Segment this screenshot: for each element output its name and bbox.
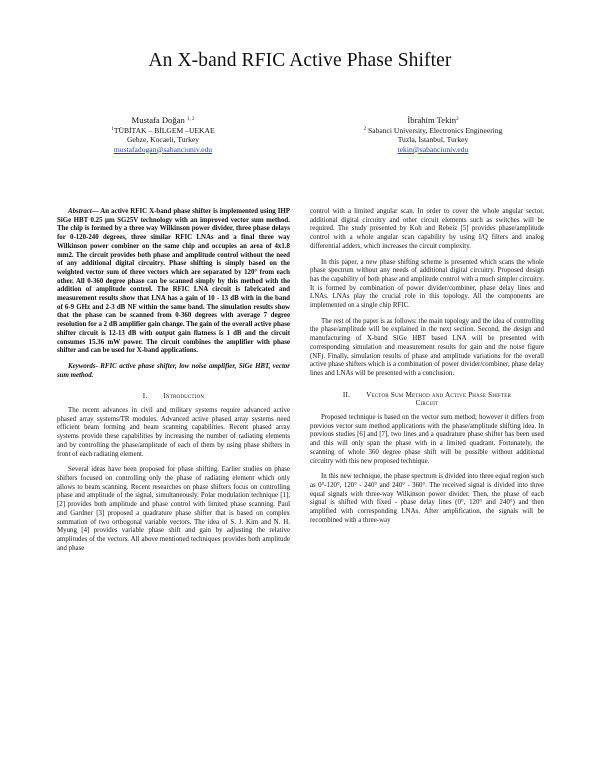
paragraph: The rest of the paper is as follows: the main topology and the idea of controlling the phase/amplitude will be explained in the next section. Second, the design and manufacturing of X-band SiGe HBT based LNA will be presented with corresponding simulation and measurement results for gain and the noise figure (NF). Finally, simulation results of phase and amplitude variations for the overall active phase shifters which is a combination of power divider/combiner, phase delay lines and LNAs will be presented with a conclusion.	[310, 317, 544, 377]
author-email-link[interactable]: tekin@sabanciuniv.edu	[397, 144, 469, 154]
paragraph: In this paper, a new phase shifting scheme is presented which scans the whole phase spectrum without any needs of additional digital circuitry. Proposed design has the capability of both phase and amplitude control with a much simpler circuitry. It is formed by combination of power divider/combiner, phase delay lines and LNAs. LNAs play the crucial role in this topology. All the components are implemented on a single chip RFIC.	[310, 258, 544, 310]
paper-title: An X-band RFIC Active Phase Shifter	[148, 50, 452, 71]
right-column	[310, 208, 544, 533]
author-location: Tuzla, İstanbul, Turkey	[397, 135, 469, 145]
author-affiliation: $^1$TÜBİTAK – BİLGEM –UEKAE	[111, 125, 215, 135]
author-affiliation: $^2$ Sabanci University, Electronics Engineering	[363, 125, 503, 135]
abstract	[57, 208, 290, 356]
author-email-link[interactable]: mustafadogan@sabanciuniv.edu	[113, 144, 213, 154]
author-name: İbrahim Tekin$^2$	[407, 115, 459, 125]
left-column	[57, 208, 290, 560]
paragraph: control with a limited angular scan. In order to cover the whole angular sector, additional digital circuitry and other circuit elements such as switches will be required. The study presented by Koh and Rebeiz [5] provides phase/amplitude control with a whole angular scan capability by using I/Q filters and analog differential adders, which increases the circuit complexity.	[310, 208, 544, 250]
author-name: Mustafa Doğan $^{1, 2}$	[131, 115, 195, 125]
author-block-2	[313, 116, 553, 154]
author-block-1	[43, 116, 283, 154]
abstract-label: Abstract—	[68, 208, 99, 215]
paragraph: The recent advances in civil and military systems require advanced active phased array systems/TR modules. Advanced active phased array systems need efficient beam forming and beam scanning capabilities. Recent phased array systems provide these capabilities by increasing the number of radiating elements and by controlling the phase/amplitude of each of them by using phase shifters in front of each radiating element.	[57, 407, 290, 458]
section-heading-introduction: I. Introduction	[142, 392, 205, 401]
paragraph: Proposed technique is based on the vector sum method; however it differs from previous vector sum method applications with the phase/amplitude shifting idea. In previous studies [6] and [7], two lines and a quadrature phase shifter has been used and this will only span the phase with in a limited quadrant. Fortunately, the scanning of whole 360 degree phase shift will be possible without additional circuitry with this new proposed technique.	[310, 414, 544, 465]
abstract-text: An active RFIC X-band phase shifter is implemented using IHP SiGe HBT 0.25 µm SG25V technology with an improved vector sum method. The chip is formed by a three way Wilkinson power divider, three phase delays for 0-120-240 degrees, three similar RFIC LNAs and a final three way Wilkinson power combiner on the same chip and occupies an area of 4x1.8 mm2. The circuit provides both phase and amplitude control without the need of any additional digital circuitry. Phase shifting is simply based on the weighted vector sum of three vectors which are separated by 120° from each other. All 0-360 degree phase can be scanned simply by this method with the addition of amplitude control. The RFIC LNA circuit is fabricated and measurement results show that LNA has a gain of 10 - 13 dB with in the band of 6-9 GHz and 2-3 dB NF within the same band. The simulation results show that the phase can be scanned from 0-360 degrees with average 7 degree resolution for a 2 dB amplifier gain change. The gain of the overall active phase shifter circuit is 12-13 dB with output gain flatness is 1 dB and the circuit consumes 15.36 mW power. The circuit combines the amplifier with phase shifter and can be used for X-band applications.	[57, 208, 290, 355]
paragraph: In this new technique, the phase spectrum is divided into three equal region such as 0°-120°, 120° - 240° and 240° - 360°. The received signal is divided into three equal signals with three-way Wilkinson power divider. Then, the phase of each signal is shifted with fixed - phase delay lines (0°, 120° and 240°) and then amplified with corresponding LNAs. After amplification, the signals will be recombined with a three-way	[310, 473, 544, 524]
paragraph: Several ideas have been proposed for phase shifting. Earlier studies on phase shifters focused on controlling only the phase of radiating element which only allows to beam scanning. Recent researches on phase shifters focus on controlling phase and amplitude of the signal, simultaneously. Polar modulation technique [1], [2] provides both amplitude and phase control with limited phase scanning. Paul and Gardner [3] proposed a quadrature phase shifter that is based on complex summation of two orthogonal variable vectors. The idea of S. J. Kim and N. H. Myung [4] provides variable phase shift and gain by adjusting the relative amplitudes of the vectors. All above mentioned techniques provides both amplitude and phase	[57, 466, 290, 552]
section-heading-vector-sum: II. Vector Sum Method and Active Phase Shifter Circuit	[342, 390, 512, 408]
keywords: Keywords- RFIC active phase shifter, low noise amplifier, SiGe HBT, vector sum method.	[57, 362, 290, 379]
author-location: Gebze, Kocaeli, Turkey	[126, 135, 200, 145]
